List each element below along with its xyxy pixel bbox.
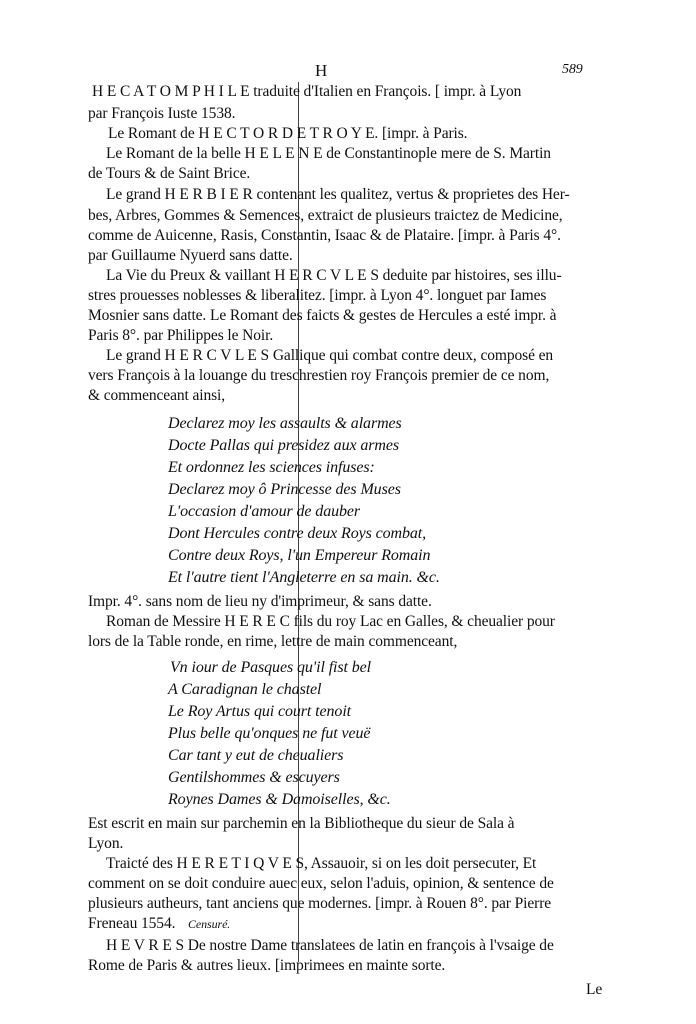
text-line: Est escrit en main sur parchemin en la Bibliotheque du sieur de Sala à (88, 815, 515, 832)
text-line: stres prouesses noblesses & liberalitez. [impr. à Lyon 4°. longuet par Iames (88, 287, 547, 304)
verse-line: Contre deux Roys, l'un Empereur Romain (168, 547, 431, 564)
verse-line: Roynes Dames & Damoiselles, &c. (168, 791, 391, 808)
text-line: Le grand H E R B I E R contenant les qualitez, vertus & proprietes des Her- (106, 186, 570, 203)
verse-line: A Caradignan le chastel (168, 681, 322, 698)
verse-line: Et ordonnez les sciences infuses: (168, 459, 375, 476)
text-line: Traicté des H E R E T I Q V E S, Assauoir, si on les doit persecuter, Et (106, 855, 537, 872)
text-line: Mosnier sans datte. Le Romant des faicts & gestes de Hercules a esté impr. à (88, 307, 557, 324)
verse-line: Car tant y eut de cheualiers (168, 747, 344, 764)
text-line: lors de la Table ronde, en rime, lettre de main commenceant, (88, 633, 458, 650)
text-line: de Tours & de Saint Brice. (88, 165, 251, 182)
text-line: bes, Arbres, Gommes & Semences, extraict de plusieurs traictez de Medicine, (88, 207, 563, 224)
text-line: comment on se doit conduire auec eux, selon l'aduis, opinion, & sentence de (88, 875, 554, 892)
verse-line: Declarez moy ô Princesse des Muses (168, 481, 401, 498)
verse-line: Le Roy Artus qui court tenoit (168, 703, 352, 720)
text-line: Le Romant de la belle H E L E N E de Constantinople mere de S. Martin (106, 145, 551, 162)
text-line: Freneau 1554. (88, 915, 176, 932)
verse-line: Plus belle qu'onques ne fut veuë (168, 725, 371, 742)
text-line: & commenceant ainsi, (88, 387, 226, 404)
page-number: 589 (562, 62, 583, 77)
text-line: par Guillaume Nyuerd sans datte. (88, 247, 293, 264)
text-line: Roman de Messire H E R E C fils du roy Lac en Galles, & cheualier pour (106, 613, 555, 630)
verse-line: Et l'autre tient l'Angleterre en sa main. &c. (168, 569, 440, 586)
text-line: La Vie du Preux & vaillant H E R C V L E S deduite par histoires, ses illu- (106, 267, 562, 284)
catchword: Le (586, 981, 603, 998)
running-head: H (315, 61, 328, 80)
text-line: par François Iuste 1538. (88, 105, 236, 122)
text-line: Impr. 4°. sans nom de lieu ny d'imprimeur, & sans datte. (88, 593, 432, 610)
verse-line: Declarez moy les assaults & alarmes (168, 415, 402, 432)
text-line: Lyon. (88, 835, 124, 852)
text-line: Rome de Paris & autres lieux. [imprimees en mainte sorte. (88, 957, 446, 974)
verse-line: Docte Pallas qui presidez aux armes (168, 437, 399, 454)
text-line: plusieurs autheurs, tant anciens que modernes. [impr. à Rouen 8°. par Pierre (88, 895, 552, 912)
verse-line: Vn iour de Pasques qu'il fist bel (170, 659, 371, 676)
text-line: Paris 8°. par Philippes le Noir. (88, 327, 274, 344)
verse-line: L'occasion d'amour de dauber (168, 503, 361, 520)
text-line: Le grand H E R C V L E S Gallique qui combat contre deux, composé en (106, 347, 554, 364)
text-line: H E V R E S De nostre Dame translatees de latin en françois à l'vsaige de (106, 937, 554, 954)
censure-note: Censuré. (188, 917, 231, 931)
text-line: H E C A T O M P H I L E traduite d'Italien en François. [ impr. à Lyon (92, 83, 522, 100)
text-line: comme de Auicenne, Rasis, Constantin, Isaac & de Plataire. [impr. à Paris 4°. (88, 227, 561, 244)
verse-line: Gentilshommes & escuyers (168, 769, 340, 786)
text-line: vers François à la louange du treschrestien roy François premier de ce nom, (88, 367, 550, 384)
verse-line: Dont Hercules contre deux Roys combat, (168, 525, 427, 542)
text-line: Le Romant de H E C T O R D E T R O Y E. [impr. à Paris. (108, 125, 468, 142)
